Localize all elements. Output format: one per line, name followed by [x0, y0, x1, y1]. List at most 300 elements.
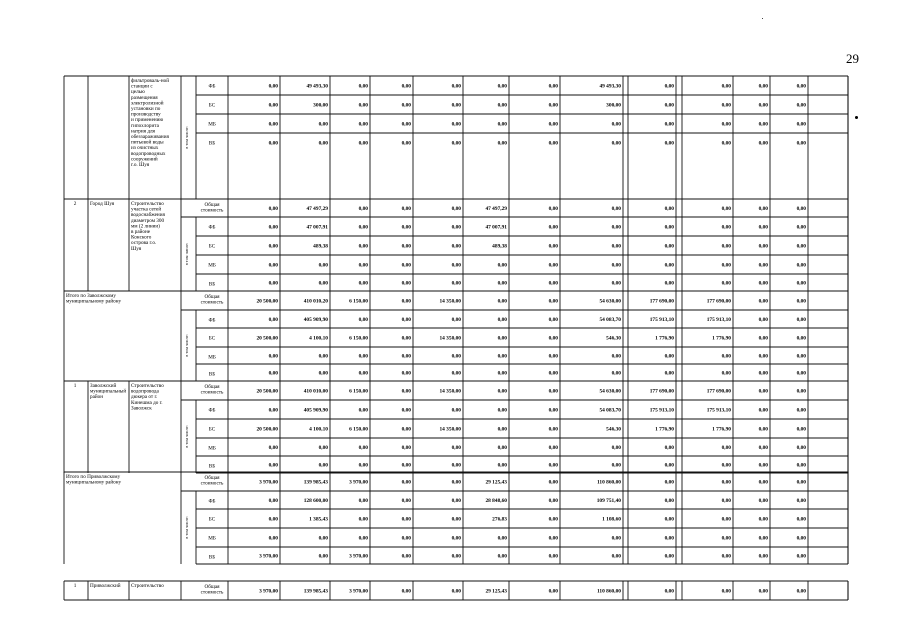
cell-value: 0,00	[548, 317, 558, 323]
cell-value: 3 970,00	[259, 479, 278, 486]
cell-value: 0,00	[758, 262, 768, 269]
total-label: Общая	[204, 202, 220, 208]
cell-value: 0,00	[758, 121, 768, 128]
cell-value: 49 493,30	[599, 83, 621, 90]
object-name: установки по	[131, 106, 161, 112]
cell-value: 0,00	[401, 498, 411, 504]
cell-value: 0,00	[548, 588, 558, 595]
cell-value: 47 007,91	[306, 224, 328, 231]
object-name: Кинешма до г.	[131, 399, 163, 406]
cell-value: 0,00	[358, 243, 368, 250]
cell-value: 128 600,00	[303, 498, 328, 504]
cell-value: 276,83	[492, 516, 507, 523]
cell-value: 0,00	[497, 102, 507, 109]
object-name: диаметром 300	[131, 217, 165, 224]
cell-value: 47 007,91	[485, 224, 507, 231]
cell-value: 3 970,00	[349, 588, 368, 595]
cell-value: 0,00	[796, 426, 806, 433]
cell-value: 0,00	[268, 516, 278, 523]
cell-value: 0,00	[548, 462, 558, 469]
cell-value: 0,00	[318, 370, 328, 377]
cell-value: 0,00	[664, 262, 674, 269]
row-number: 2	[73, 201, 77, 207]
cell-value: 489,38	[313, 243, 328, 250]
cell-value: 0,00	[796, 462, 806, 469]
vertical-label: в том числе:	[184, 334, 189, 357]
cell-value: 0,00	[721, 262, 731, 269]
cell-value: 0,00	[721, 121, 731, 128]
sub-label: МБ	[208, 535, 216, 542]
cell-value: 0,00	[721, 243, 731, 250]
object-name: дюкера от г.	[131, 394, 158, 401]
cell-value: 0,00	[358, 516, 368, 523]
cell-value: 0,00	[268, 243, 278, 250]
cell-value: 0,00	[548, 370, 558, 377]
cell-value: 0,00	[401, 262, 411, 269]
object-name: гипохлорита	[131, 122, 159, 129]
cell-value: 110 860,00	[597, 479, 621, 486]
cell-value: 0,00	[268, 445, 278, 451]
cell-value: 0,00	[401, 317, 411, 323]
cell-value: 47 497,29	[306, 206, 328, 212]
area-name: муниципальный	[90, 388, 127, 395]
cell-value: 0,00	[796, 102, 806, 109]
total-label: Общая	[204, 584, 220, 590]
cell-value: 0,00	[796, 588, 806, 595]
cell-value: 0,00	[758, 353, 768, 360]
cell-value: 6 150,00	[349, 298, 368, 305]
cell-value: 0,00	[548, 553, 558, 560]
cell-value: 0,00	[796, 262, 806, 269]
cell-value: 410 010,20	[303, 298, 328, 305]
cell-value: 0,00	[401, 479, 411, 486]
cell-value: 0,00	[318, 262, 328, 269]
cell-value: 0,00	[721, 353, 731, 360]
cell-value: 0,00	[721, 370, 731, 377]
sub-label: МБ	[208, 354, 216, 361]
cell-value: 0,00	[611, 280, 621, 287]
cell-value: 0,00	[758, 516, 768, 523]
cell-value: 0,00	[401, 243, 411, 250]
cell-value: 54 083,70	[599, 407, 621, 414]
cell-value: 0,00	[721, 83, 731, 90]
object-name: водопроводных	[131, 150, 166, 157]
cell-value: 177 690,00	[706, 388, 731, 395]
cell-value: 0,00	[548, 262, 558, 269]
cell-value: 109 751,40	[596, 498, 621, 504]
cell-value: 0,00	[796, 140, 806, 147]
cell-value: 0,00	[401, 370, 411, 377]
cell-value: 0,00	[664, 224, 674, 231]
cell-value: 0,00	[796, 353, 806, 360]
cell-value: 0,00	[796, 224, 806, 231]
cell-value: 0,00	[358, 280, 368, 287]
cell-value: 0,00	[721, 445, 731, 451]
object-name: Заволжск	[131, 405, 152, 412]
cell-value: 6 150,00	[349, 426, 368, 433]
cell-value: 0,00	[796, 83, 806, 90]
cell-value: 0,00	[497, 121, 507, 128]
cell-value: 28 848,60	[485, 498, 507, 504]
object-name: мм (2 линии)	[131, 223, 160, 230]
cell-value: 0,00	[401, 353, 411, 360]
cell-value: 0,00	[497, 317, 507, 323]
cell-value: 49 493,30	[306, 83, 328, 90]
object-name: и применению	[131, 117, 164, 124]
row-number: 1	[73, 583, 77, 589]
cell-value: 0,00	[401, 102, 411, 109]
cell-value: 0,00	[758, 426, 768, 433]
cell-value: 0,00	[664, 353, 674, 360]
cell-value: 0,00	[796, 298, 806, 305]
cell-value: 0,00	[796, 206, 806, 212]
cell-value: 175 913,10	[649, 407, 674, 414]
object-name: питьевой воды	[131, 139, 164, 146]
cell-value: 0,00	[664, 462, 674, 469]
sub-label: МБ	[208, 121, 216, 128]
cell-value: 546,30	[606, 335, 621, 342]
cell-value: 0,00	[758, 298, 768, 305]
cell-value: 0,00	[548, 445, 558, 451]
cell-value: 0,00	[758, 140, 768, 147]
cell-value: 0,00	[758, 243, 768, 250]
cell-value: 0,00	[664, 535, 674, 542]
cell-value: 546,30	[606, 426, 621, 433]
cell-value: 175 913,10	[706, 317, 731, 323]
cell-value: 0,00	[758, 479, 768, 486]
cell-value: 1 776,90	[655, 426, 674, 433]
cell-value: 0,00	[318, 535, 328, 542]
cell-value: 0,00	[664, 445, 674, 451]
cell-value: 0,00	[758, 206, 768, 212]
cell-value: 0,00	[497, 407, 507, 414]
area-name: Приволжский	[90, 583, 121, 589]
cell-value: 0,00	[497, 370, 507, 377]
cell-value: 0,00	[721, 140, 731, 147]
cell-value: 0,00	[451, 407, 461, 414]
total-label: стоимость	[200, 299, 224, 306]
cell-value: 0,00	[548, 83, 558, 90]
cell-value: 0,00	[497, 445, 507, 451]
sub-label: МБ	[208, 262, 216, 269]
cell-value: 29 125,43	[485, 588, 507, 595]
cell-value: 0,00	[358, 317, 368, 323]
cell-value: 0,00	[451, 262, 461, 269]
cell-value: 0,00	[401, 388, 411, 395]
cell-value: 0,00	[611, 370, 621, 377]
cell-value: 0,00	[796, 479, 806, 486]
cell-value: 0,00	[401, 83, 411, 90]
cell-value: 300,00	[606, 102, 621, 109]
cell-value: 0,00	[758, 370, 768, 377]
object-name: производству	[131, 111, 161, 118]
cell-value: 20 500,00	[256, 298, 278, 305]
cell-value: 0,00	[401, 298, 411, 305]
cell-value: 0,00	[401, 206, 411, 212]
cell-value: 0,00	[451, 140, 461, 147]
cell-value: 0,00	[758, 224, 768, 231]
cell-value: 4 100,10	[309, 335, 328, 342]
cell-value: 0,00	[401, 553, 411, 560]
cell-value: 0,00	[796, 535, 806, 542]
cell-value: 0,00	[758, 498, 768, 504]
cell-value: 0,00	[358, 445, 368, 451]
object-name: из очистных	[131, 145, 159, 152]
cell-value: 0,00	[664, 553, 674, 560]
sub-label: ФБ	[208, 317, 216, 324]
cell-value: 0,00	[451, 445, 461, 451]
cell-value: 20 500,00	[256, 388, 278, 395]
cell-value: 0,00	[358, 498, 368, 504]
area-total-name: муниципальному району	[66, 298, 122, 305]
cell-value: 0,00	[401, 335, 411, 342]
cell-value: 0,00	[497, 83, 507, 90]
object-name: обеззараживания	[131, 134, 169, 140]
sub-label: БС	[208, 335, 216, 342]
sub-label: ВБ	[208, 463, 216, 470]
cell-value: 0,00	[611, 224, 621, 231]
cell-value: 0,00	[451, 102, 461, 109]
cell-value: 0,00	[401, 445, 411, 451]
object-name: Шуя	[131, 245, 142, 252]
total-label: Общая	[204, 294, 220, 300]
cell-value: 47 497,29	[485, 206, 507, 212]
cell-value: 0,00	[664, 280, 674, 287]
total-label: Общая	[204, 384, 220, 390]
cell-value: 0,00	[796, 445, 806, 451]
area-total-name: муниципальному району	[66, 479, 122, 486]
cell-value: 0,00	[451, 224, 461, 231]
cell-value: 0,00	[611, 445, 621, 451]
cell-value: 0,00	[358, 224, 368, 231]
cell-value: 0,00	[401, 280, 411, 287]
cell-value: 0,00	[611, 243, 621, 250]
cell-value: 0,00	[548, 407, 558, 414]
object-name: участка сетей	[131, 206, 162, 213]
cell-value: 0,00	[548, 224, 558, 231]
cell-value: 3 970,00	[349, 479, 368, 486]
cell-value: 0,00	[268, 353, 278, 360]
cell-value: 0,00	[664, 243, 674, 250]
cell-value: 14 350,00	[439, 335, 461, 342]
cell-value: 0,00	[758, 280, 768, 287]
cell-value: 0,00	[318, 445, 328, 451]
cell-value: 54 083,70	[599, 317, 621, 323]
cell-value: 1 776,90	[712, 426, 731, 433]
cell-value: 0,00	[721, 102, 731, 109]
cell-value: 0,00	[497, 462, 507, 469]
cell-value: 0,00	[451, 280, 461, 287]
cell-value: 0,00	[758, 445, 768, 451]
sub-label: ВБ	[208, 140, 216, 147]
object-name: фильтроваль-ной	[131, 78, 169, 84]
cell-value: 175 913,10	[706, 407, 731, 414]
cell-value: 0,00	[497, 280, 507, 287]
object-name: Конского	[131, 234, 152, 241]
total-label: стоимость	[200, 480, 224, 487]
cell-value: 177 690,00	[649, 298, 674, 305]
cell-value: 0,00	[497, 298, 507, 305]
sub-label: ВБ	[208, 371, 216, 378]
cell-value: 0,00	[358, 370, 368, 377]
cell-value: 0,00	[401, 535, 411, 542]
total-label: стоимость	[200, 389, 224, 396]
cell-value: 175 913,10	[649, 317, 674, 323]
cell-value: 0,00	[758, 407, 768, 414]
cell-value: 0,00	[664, 516, 674, 523]
sub-label: ФБ	[208, 407, 216, 414]
area-name: район	[90, 394, 104, 401]
cell-value: 405 909,90	[303, 317, 328, 323]
sub-label: ФБ	[208, 224, 216, 231]
cell-value: 0,00	[268, 317, 278, 323]
cell-value: 0,00	[268, 407, 278, 414]
cell-value: 0,00	[451, 243, 461, 250]
vertical-label: в том числе:	[184, 516, 189, 539]
cell-value: 0,00	[318, 553, 328, 560]
cell-value: 0,00	[451, 588, 461, 595]
cell-value: 6 150,00	[349, 388, 368, 395]
cell-value: 0,00	[796, 335, 806, 342]
cell-value: 0,00	[548, 298, 558, 305]
cell-value: 14 350,00	[439, 388, 461, 395]
cell-value: 0,00	[664, 102, 674, 109]
cell-value: 0,00	[796, 121, 806, 128]
cell-value: 6 150,00	[349, 335, 368, 342]
cell-value: 0,00	[268, 280, 278, 287]
cell-value: 0,00	[358, 206, 368, 212]
cell-value: 0,00	[451, 479, 461, 486]
row-number: 1	[73, 383, 77, 389]
cell-value: 0,00	[611, 353, 621, 360]
cell-value: 0,00	[497, 353, 507, 360]
cell-value: 0,00	[268, 224, 278, 231]
cell-value: 20 500,00	[256, 335, 278, 342]
sub-label: БС	[208, 516, 216, 523]
cell-value: 0,00	[451, 83, 461, 90]
cell-value: 110 860,00	[597, 588, 621, 595]
cell-value: 410 010,00	[303, 388, 328, 395]
cell-value: 0,00	[721, 553, 731, 560]
cell-value: 0,00	[758, 335, 768, 342]
cell-value: 3 970,00	[259, 588, 278, 595]
sub-label: ФБ	[208, 498, 216, 505]
cell-value: 0,00	[451, 553, 461, 560]
cell-value: 0,00	[611, 206, 621, 212]
cell-value: 0,00	[548, 206, 558, 212]
sub-label: ФБ	[208, 83, 216, 90]
cell-value: 0,00	[268, 370, 278, 377]
cell-value: 0,00	[796, 516, 806, 523]
cell-value: 0,00	[796, 407, 806, 414]
total-label: Общая	[204, 475, 220, 481]
cell-value: 0,00	[611, 121, 621, 128]
cell-value: 0,00	[548, 535, 558, 542]
cell-value: 0,00	[611, 553, 621, 560]
cell-value: 0,00	[548, 335, 558, 342]
cell-value: 54 630,00	[599, 298, 621, 305]
cell-value: 0,00	[451, 516, 461, 523]
cell-value: 0,00	[401, 588, 411, 595]
cell-value: 0,00	[548, 140, 558, 147]
cell-value: 0,00	[611, 462, 621, 469]
cell-value: 0,00	[721, 516, 731, 523]
cell-value: 489,38	[492, 243, 507, 250]
total-label: стоимость	[200, 589, 224, 596]
cell-value: 0,00	[358, 462, 368, 469]
cell-value: 0,00	[268, 83, 278, 90]
cell-value: 0,00	[548, 498, 558, 504]
cell-value: 0,00	[796, 370, 806, 377]
cell-value: 0,00	[611, 262, 621, 269]
cell-value: 0,00	[721, 498, 731, 504]
cell-value: 0,00	[401, 224, 411, 231]
object-name: Строительство	[131, 201, 164, 207]
cell-value: 0,00	[358, 121, 368, 128]
cell-value: 0,00	[796, 243, 806, 250]
cell-value: 0,00	[548, 121, 558, 128]
cell-value: 0,00	[721, 280, 731, 287]
cell-value: 0,00	[721, 588, 731, 595]
cell-value: 0,00	[758, 83, 768, 90]
area-name: Город Шуя	[90, 201, 115, 207]
cell-value: 0,00	[721, 535, 731, 542]
cell-value: 0,00	[548, 388, 558, 395]
cell-value: 0,00	[268, 121, 278, 128]
cell-value: 4 100,10	[309, 426, 328, 433]
cell-value: 0,00	[548, 516, 558, 523]
cell-value: 0,00	[611, 140, 621, 147]
cell-value: 0,00	[318, 353, 328, 360]
cell-value: 300,00	[313, 102, 328, 109]
object-name: электролизной	[131, 100, 164, 107]
cell-value: 0,00	[796, 280, 806, 287]
cell-value: 3 970,00	[259, 553, 278, 560]
cell-value: 14 350,00	[439, 298, 461, 305]
cell-value: 177 690,00	[706, 298, 731, 305]
cell-value: 0,00	[664, 498, 674, 504]
sub-label: БС	[208, 243, 216, 250]
total-label: стоимость	[200, 207, 224, 214]
cell-value: 0,00	[758, 588, 768, 595]
cell-value: 0,00	[318, 280, 328, 287]
cell-value: 0,00	[358, 535, 368, 542]
sub-label: ВБ	[208, 554, 216, 561]
cell-value: 0,00	[796, 388, 806, 395]
cell-value: 1 776,90	[712, 335, 731, 342]
cell-value: 0,00	[358, 140, 368, 147]
cell-value: 0,00	[664, 370, 674, 377]
cell-value: 405 909,90	[303, 407, 328, 414]
cell-value: 0,00	[758, 317, 768, 323]
cell-value: 0,00	[497, 553, 507, 560]
cell-value: 1 108,60	[602, 516, 621, 523]
cell-value: 0,00	[664, 479, 674, 486]
object-name: Строительство	[131, 383, 164, 389]
cell-value: 0,00	[358, 262, 368, 269]
cell-value: 0,00	[268, 535, 278, 542]
cell-value: 0,00	[268, 462, 278, 469]
cell-value: 0,00	[401, 121, 411, 128]
cell-value: 0,00	[721, 479, 731, 486]
cell-value: 0,00	[548, 243, 558, 250]
cell-value: 0,00	[758, 535, 768, 542]
area-total-name: Итого по Приволжскому	[66, 474, 121, 480]
sub-label: ВБ	[208, 281, 216, 288]
cell-value: 0,00	[268, 206, 278, 212]
object-name: водопровода	[131, 388, 159, 395]
cell-value: 139 985,43	[303, 588, 328, 595]
